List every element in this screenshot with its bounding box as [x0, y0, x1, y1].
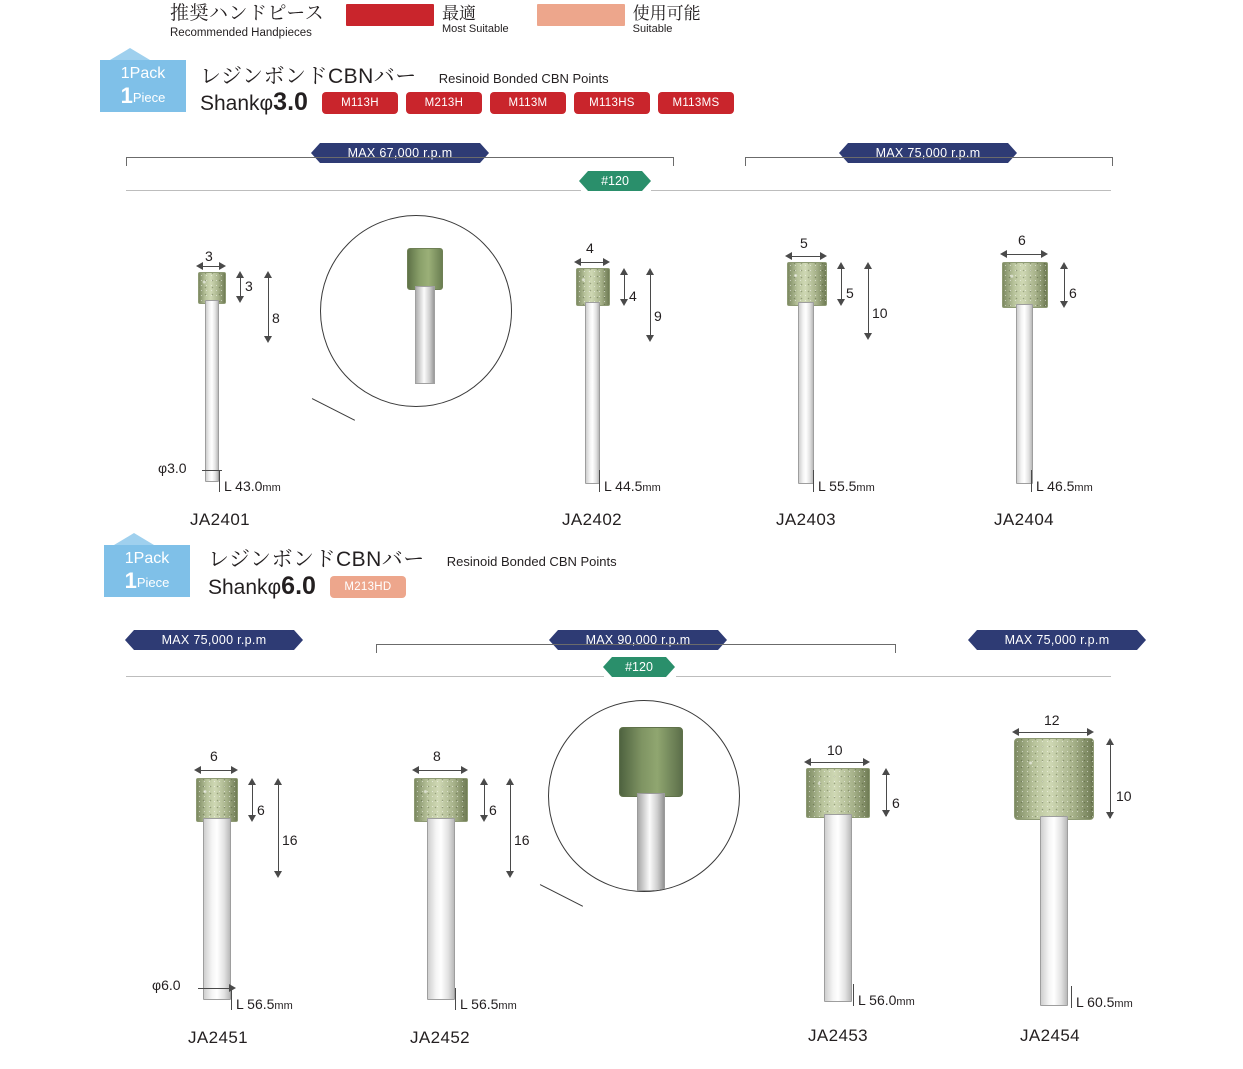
- ja2403-headlen-value: 5: [846, 285, 854, 301]
- ja2403-code: JA2403: [775, 510, 837, 529]
- ja2403-headlen-arrow-down: [837, 299, 845, 306]
- ja2452-total-value: 16: [514, 832, 530, 848]
- legend: [170, 4, 870, 40]
- section-2-title-en: Resinoid Bonded CBN Points: [446, 554, 617, 569]
- rpm-banner-2-2: MAX 90,000 r.p.m: [558, 630, 718, 650]
- magnifier-1: [320, 215, 512, 407]
- ja2452-headlen-arrow-up: [480, 778, 488, 785]
- pack-badge-section-2: [104, 545, 190, 597]
- ja2401-code: JA2401: [189, 510, 251, 529]
- ja2402-code: JA2402: [561, 510, 623, 529]
- ja2452-dia-arrow-right: [461, 766, 468, 774]
- ja2451-total-value: 16: [282, 832, 298, 848]
- rpm-bracket-1-1: [126, 157, 674, 166]
- legend-label-jp-0: 最適: [442, 4, 476, 23]
- ja2403-dia-arrow-left: [785, 252, 792, 260]
- ja2404-headlen-line: [1064, 264, 1065, 306]
- magnifier-2: [548, 700, 740, 892]
- ja2451-headlen-arrow-down: [248, 815, 256, 822]
- ja2404-headlen-arrow-down: [1060, 301, 1068, 308]
- ja2401-total-value: 8: [272, 310, 280, 326]
- ja2403-dia-value: 5: [800, 235, 808, 251]
- shank-label-2: Shankφ: [208, 576, 282, 599]
- ja2454-headlen-value: 10: [1116, 788, 1132, 804]
- ja2404-code: JA2404: [993, 510, 1055, 529]
- ja2453-shank: [824, 814, 852, 1002]
- ja2454-length: L 60.5mm: [1076, 994, 1133, 1010]
- section-2-rule-right: [676, 676, 1111, 677]
- ja2451-headlen-value: 6: [257, 802, 265, 818]
- ja2454-dia-arrow-right: [1087, 728, 1094, 736]
- pack-unit-1: Piece: [132, 89, 166, 105]
- ja2453-dia-value: 10: [827, 742, 843, 758]
- section-2-title: [208, 543, 617, 573]
- ja2453-dia-arrow-right: [863, 758, 870, 766]
- section-1-title-en: Resinoid Bonded CBN Points: [438, 71, 609, 86]
- pack-qty-2: 1: [124, 567, 137, 593]
- ja2404-dia-value: 6: [1018, 232, 1026, 248]
- ja2451-dia-line: [196, 770, 236, 771]
- ja2403-total-value: 10: [872, 305, 888, 321]
- ja2451-dia-arrow-right: [231, 766, 238, 774]
- ja2403-dia-arrow-right: [820, 252, 827, 260]
- ja2454-dia-arrow-left: [1012, 728, 1019, 736]
- section-2-shank: [208, 572, 406, 601]
- ja2451-length-leader: [231, 988, 232, 1010]
- handpiece-chip-m213h[interactable]: M213H: [406, 92, 482, 114]
- ja2401-dia-arrow-left: [196, 262, 203, 270]
- ja2451-total-line: [278, 780, 279, 876]
- ja2453-head: [806, 768, 870, 818]
- rpm-bracket-1-2: [745, 157, 1113, 166]
- ja2402-dia-arrow-left: [574, 258, 581, 266]
- ja2403-total-arrow-up: [864, 262, 872, 269]
- ja2451-shank-dia: φ6.0: [152, 977, 181, 993]
- ja2401-length-leader: [219, 470, 220, 492]
- ja2401-total-line: [268, 273, 269, 341]
- ja2451-total-arrow-down: [274, 871, 282, 878]
- ja2402-total-arrow-down: [646, 335, 654, 342]
- ja2451-dia-arrow-left: [194, 766, 201, 774]
- ja2454-code: JA2454: [1019, 1026, 1081, 1045]
- legend-title-en: Recommended Handpieces: [170, 27, 312, 39]
- ja2402-total-arrow-up: [646, 268, 654, 275]
- ja2402-dia-arrow-right: [603, 258, 610, 266]
- pack-badge-section-1: [100, 60, 186, 112]
- ja2454-shank: [1040, 816, 1068, 1006]
- ja2452-headlen-arrow-down: [480, 815, 488, 822]
- legend-swatch-most-suitable: [346, 4, 434, 26]
- ja2453-code: JA2453: [807, 1026, 869, 1045]
- ja2451-head: [196, 778, 238, 822]
- ja2402-headlen-arrow-up: [620, 268, 628, 275]
- ja2454-head: [1014, 738, 1094, 820]
- pack-line1-2: 1Pack: [124, 549, 170, 567]
- ja2452-total-line: [510, 780, 511, 876]
- ja2453-dia-arrow-left: [804, 758, 811, 766]
- ja2403-total-line: [868, 264, 869, 338]
- legend-label-jp-1: 使用可能: [632, 4, 701, 23]
- ja2403-length-leader: [813, 470, 814, 492]
- ja2404-length-leader: [1031, 470, 1032, 492]
- ja2401-headlen-value: 3: [245, 278, 253, 294]
- ja2453-headlen-arrow-up: [882, 768, 890, 775]
- ja2453-headlen-value: 6: [892, 795, 900, 811]
- ja2401-headlen-arrow-down: [236, 296, 244, 303]
- rpm-bracket-2-2: [376, 644, 896, 653]
- ja2404-shank: [1016, 304, 1033, 484]
- handpiece-chip-m113hs[interactable]: M113HS: [574, 92, 650, 114]
- ja2402-shank: [585, 302, 600, 484]
- rpm-banner-2-1: MAX 75,000 r.p.m: [134, 630, 294, 650]
- ja2401-total-arrow-up: [264, 271, 272, 278]
- rpm-banner-2-3: MAX 75,000 r.p.m: [977, 630, 1137, 650]
- legend-label-en-0: Most Suitable: [442, 23, 509, 35]
- ja2451-headlen-arrow-up: [248, 778, 256, 785]
- ja2452-head: [414, 778, 468, 822]
- rpm-banner-1-2: MAX 75,000 r.p.m: [848, 143, 1008, 163]
- handpiece-chip-m213hd[interactable]: M213HD: [330, 576, 406, 598]
- legend-swatch-suitable: [537, 4, 625, 26]
- ja2451-code: JA2451: [187, 1028, 249, 1047]
- legend-title-jp: 推奨ハンドピース: [170, 3, 325, 24]
- ja2452-dia-line: [414, 770, 466, 771]
- ja2452-code: JA2452: [409, 1028, 471, 1047]
- ja2453-dia-line: [806, 762, 868, 763]
- ja2452-headlen-value: 6: [489, 802, 497, 818]
- ja2452-length-leader: [455, 988, 456, 1010]
- legend-label-en-1: Suitable: [632, 23, 673, 35]
- ja2451-total-arrow-up: [274, 778, 282, 785]
- ja2403-length: L 55.5mm: [818, 478, 875, 494]
- ja2403-shank: [798, 302, 814, 484]
- ja2453-length-leader: [853, 984, 854, 1006]
- section-1-shank: [200, 88, 734, 117]
- pack-unit-2: Piece: [136, 574, 170, 590]
- ja2403-head: [787, 262, 827, 306]
- ja2454-length-leader: [1071, 986, 1072, 1008]
- ja2454-headlen-line: [1110, 740, 1111, 818]
- ja2403-total-arrow-down: [864, 333, 872, 340]
- ja2452-total-arrow-down: [506, 871, 514, 878]
- rpm-banner-1-1: MAX 67,000 r.p.m: [320, 143, 480, 163]
- ja2454-dia-value: 12: [1044, 712, 1060, 728]
- ja2452-shank: [427, 818, 455, 1000]
- ja2453-length: L 56.0mm: [858, 992, 915, 1008]
- grit-badge-2: #120: [612, 657, 666, 677]
- section-2-title-jp: レジンボンドCBNバー: [208, 548, 425, 571]
- ja2452-headlen-line: [484, 780, 485, 820]
- ja2402-headlen-value: 4: [629, 288, 637, 304]
- ja2401-dia-value: 3: [205, 248, 213, 264]
- section-1-title-jp: レジンボンドCBNバー: [200, 65, 417, 88]
- ja2401-total-arrow-down: [264, 336, 272, 343]
- ja2451-dia-value: 6: [210, 748, 218, 764]
- section-1-title: [200, 60, 609, 90]
- pack-badge-pointer-1: [110, 48, 150, 60]
- ja2404-head: [1002, 262, 1048, 308]
- ja2401-shank-dia: φ3.0: [158, 460, 187, 476]
- ja2402-headlen-arrow-down: [620, 299, 628, 306]
- ja2404-dia-arrow-right: [1041, 250, 1048, 258]
- pack-badge-pointer-2: [114, 533, 154, 545]
- ja2403-headlen-line: [841, 264, 842, 304]
- ja2403-headlen-arrow-up: [837, 262, 845, 269]
- shank-value-2: 6.0: [281, 572, 316, 600]
- ja2404-headlen-value: 6: [1069, 285, 1077, 301]
- grit-badge-1: #120: [588, 171, 642, 191]
- ja2454-headlen-arrow-down: [1106, 812, 1114, 819]
- ja2401-dia-arrow-right: [219, 262, 226, 270]
- ja2451-length: L 56.5mm: [236, 996, 293, 1012]
- shank-value-1: 3.0: [273, 88, 308, 116]
- ja2402-head: [576, 268, 610, 306]
- handpiece-chip-m113m[interactable]: M113M: [490, 92, 566, 114]
- ja2452-dia-arrow-left: [412, 766, 419, 774]
- ja2453-headlen-arrow-down: [882, 810, 890, 817]
- ja2402-length-leader: [599, 470, 600, 492]
- magnifier-2-leader: [540, 884, 583, 907]
- ja2401-headlen-arrow-up: [236, 271, 244, 278]
- ja2402-dia-value: 4: [586, 240, 594, 256]
- section-1-rule-right: [651, 190, 1111, 191]
- ja2402-total-line: [650, 270, 651, 340]
- ja2451-headlen-line: [252, 780, 253, 820]
- ja2404-dia-arrow-left: [1000, 250, 1007, 258]
- magnifier-1-leader: [312, 398, 355, 421]
- ja2452-dia-value: 8: [433, 748, 441, 764]
- ja2401-shank: [205, 300, 219, 482]
- section-1-rule-left: [126, 190, 581, 191]
- ja2454-dia-line: [1014, 732, 1092, 733]
- ja2451-shank: [203, 818, 231, 1000]
- handpiece-chip-m113ms[interactable]: M113MS: [658, 92, 734, 114]
- handpiece-chip-m113h[interactable]: M113H: [322, 92, 398, 114]
- ja2404-headlen-arrow-up: [1060, 262, 1068, 269]
- pack-qty-1: 1: [120, 82, 133, 108]
- ja2452-total-arrow-up: [506, 778, 514, 785]
- shank-label-1: Shankφ: [200, 92, 274, 115]
- ja2402-total-value: 9: [654, 308, 662, 324]
- ja2402-length: L 44.5mm: [604, 478, 661, 494]
- ja2404-dia-line: [1002, 254, 1046, 255]
- ja2401-length: L 43.0mm: [224, 478, 281, 494]
- ja2404-length: L 46.5mm: [1036, 478, 1093, 494]
- ja2452-length: L 56.5mm: [460, 996, 517, 1012]
- section-2-rule-left: [126, 676, 604, 677]
- pack-line1-1: 1Pack: [120, 64, 166, 82]
- ja2454-headlen-arrow-up: [1106, 738, 1114, 745]
